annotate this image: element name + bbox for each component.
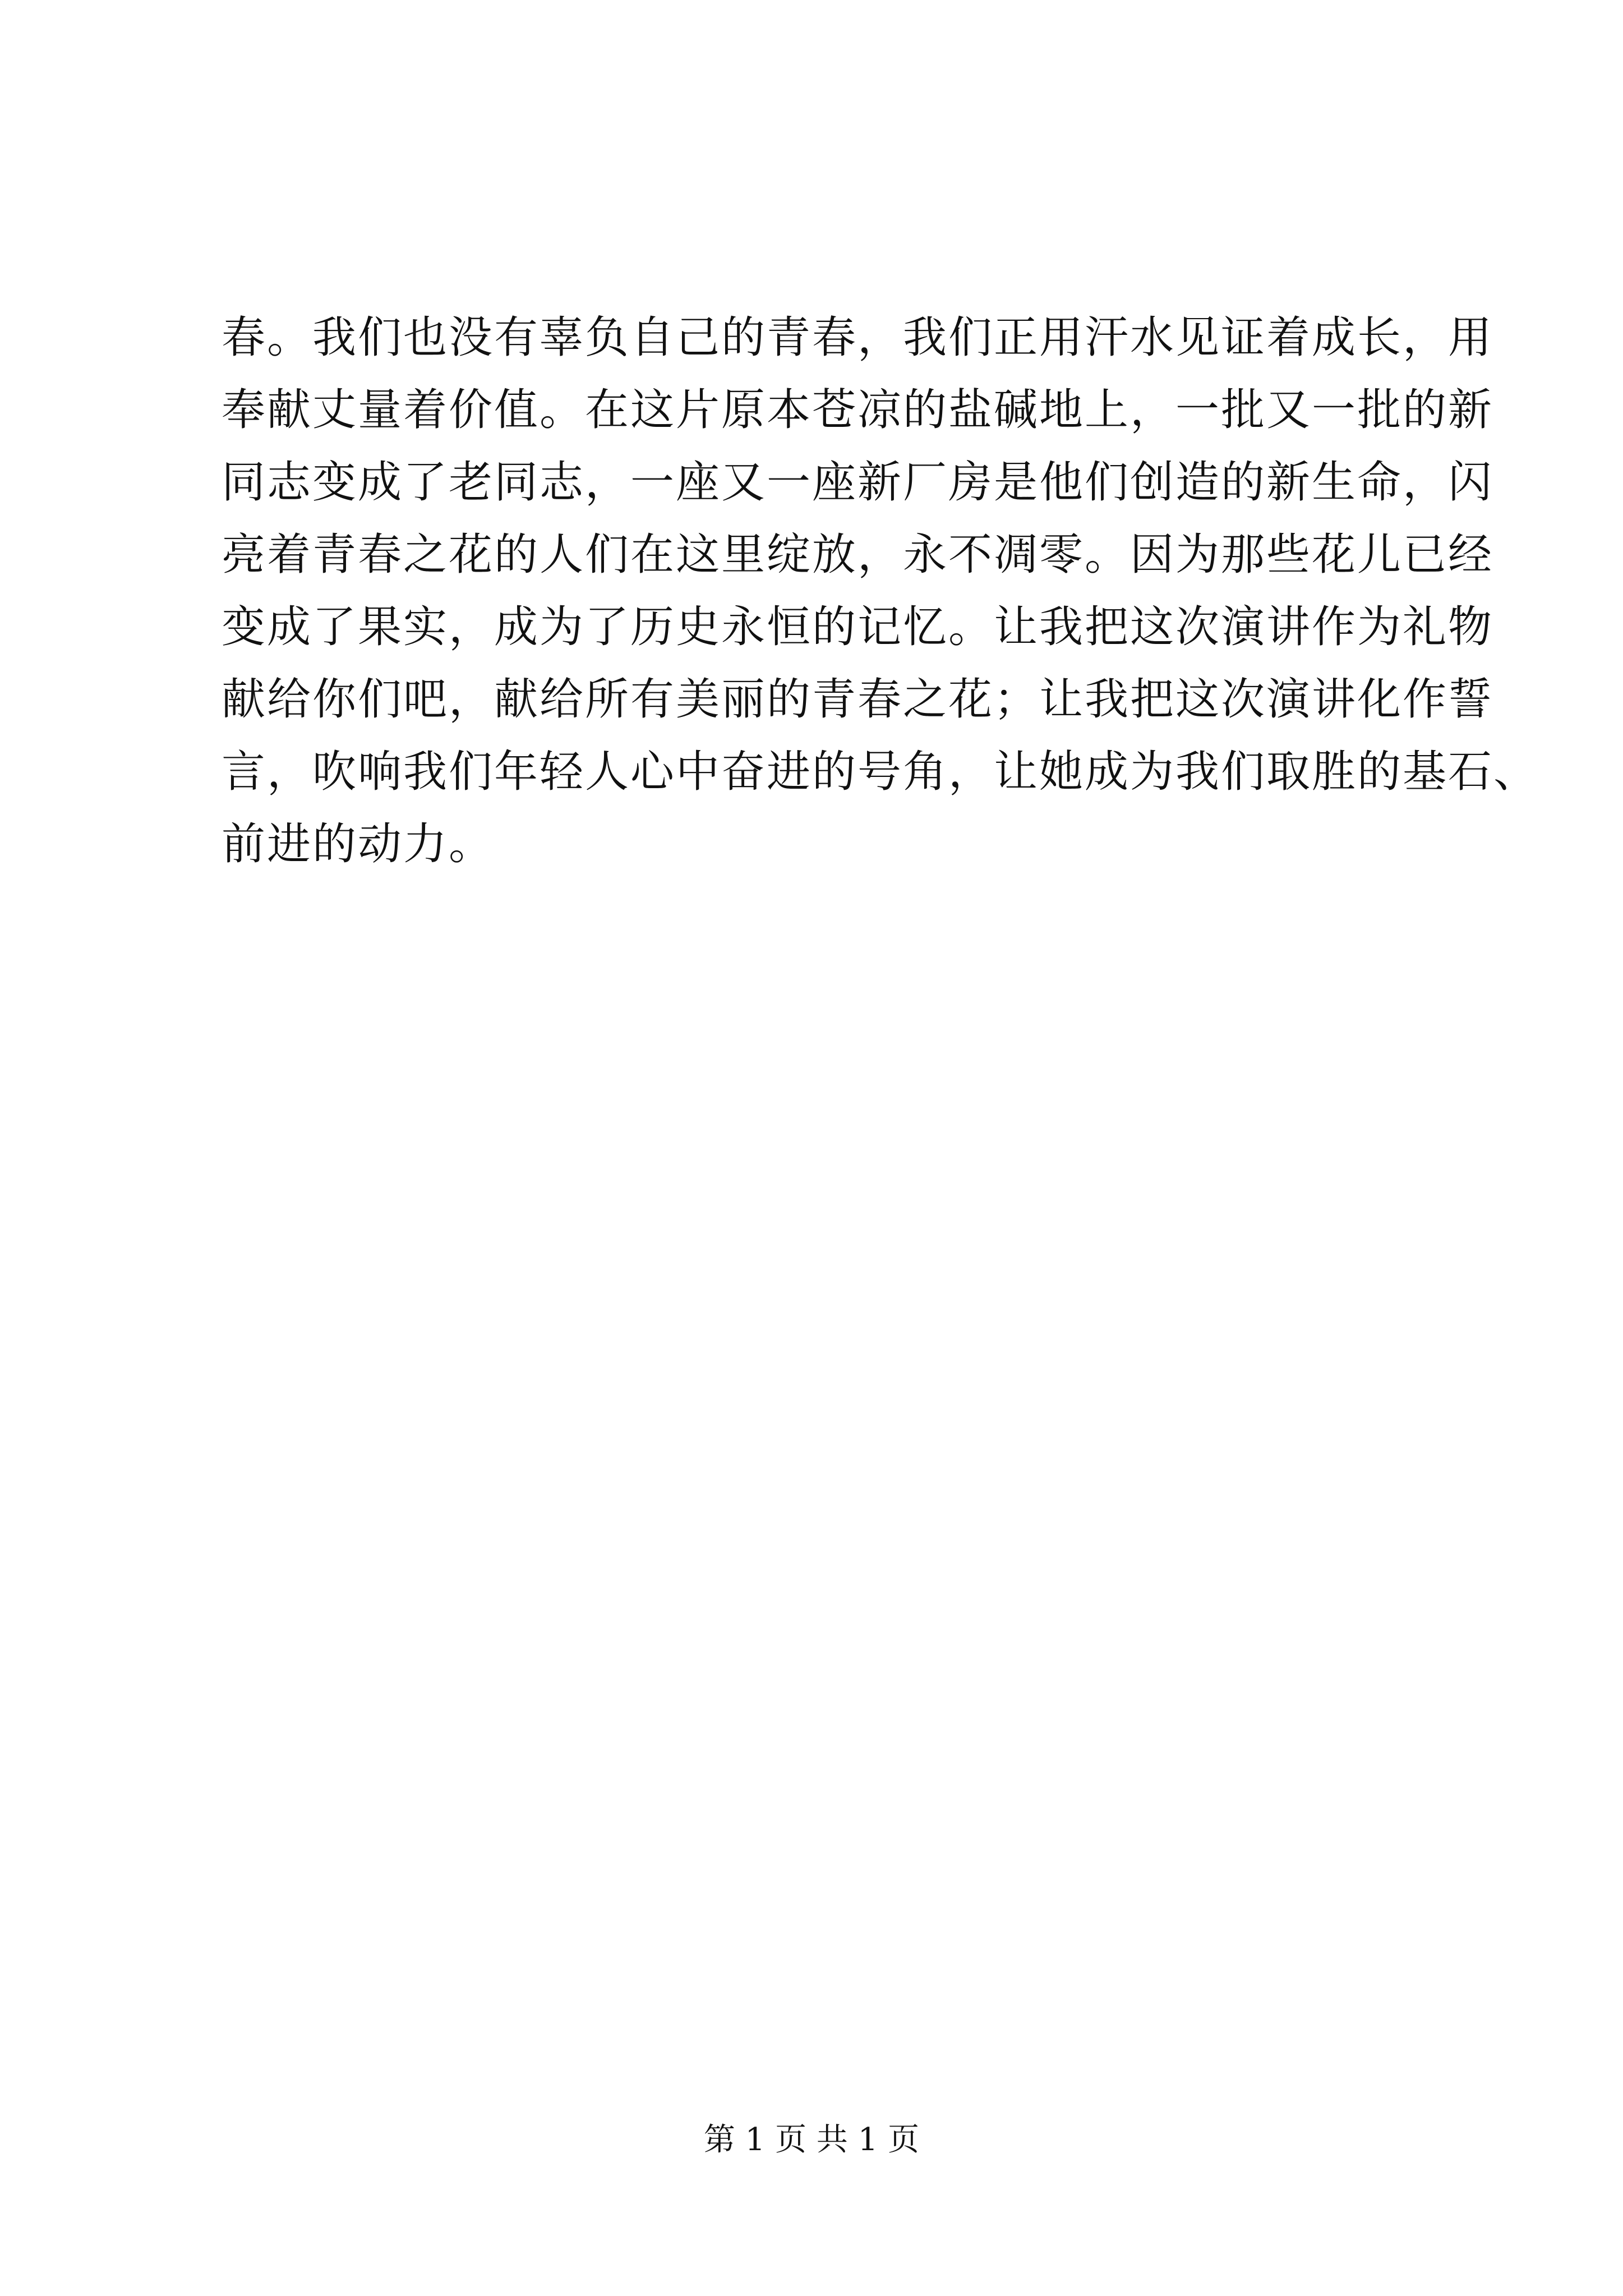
paragraph-line: 亮着青春之花的人们在这里绽放，永不凋零。因为那些花儿已经 (222, 530, 1494, 580)
paragraph-line: 同志变成了老同志，一座又一座新厂房是他们创造的新生命，闪 (222, 457, 1494, 508)
paragraph-line: 献给你们吧，献给所有美丽的青春之花；让我把这次演讲化作誓 (222, 674, 1494, 725)
paragraph-line: 前进的动力。 (222, 819, 495, 869)
paragraph-line: 春。我们也没有辜负自己的青春，我们正用汗水见证着成长，用 (222, 312, 1494, 363)
page-footer: 第 1 页 共 1 页 (703, 2122, 920, 2158)
paragraph-line: 变成了果实，成为了历史永恒的记忆。让我把这次演讲作为礼物 (222, 602, 1494, 652)
paragraph-line: 奉献丈量着价值。在这片原本苍凉的盐碱地上，一批又一批的新 (222, 385, 1494, 435)
paragraph-line: 言，吹响我们年轻人心中奋进的号角，让她成为我们取胜的基石、 (222, 747, 1539, 797)
body-paragraph (222, 302, 1539, 881)
